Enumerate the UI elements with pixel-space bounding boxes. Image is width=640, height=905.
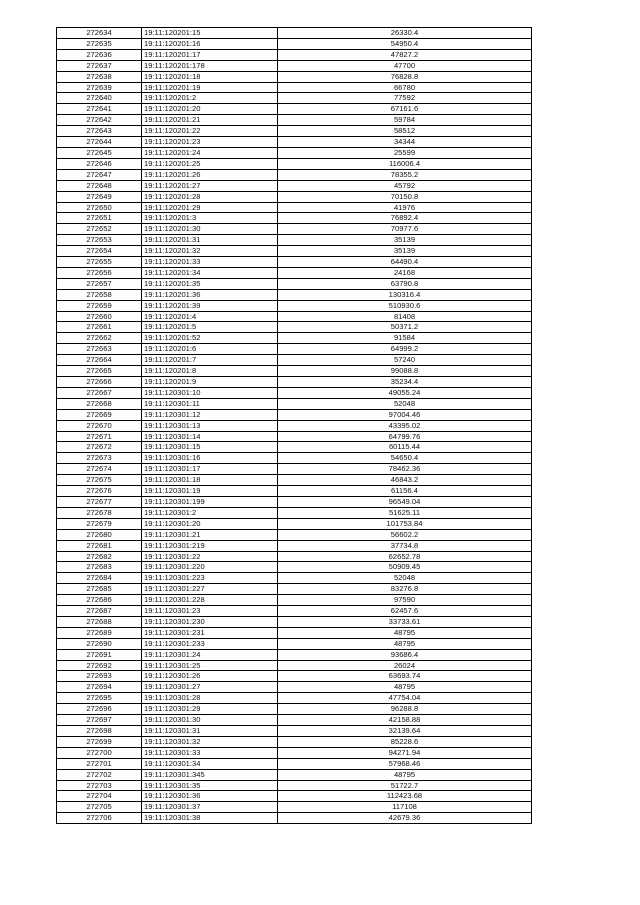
value-cell: 41976 (278, 202, 532, 213)
table-row (57, 496, 532, 507)
table-row (57, 213, 532, 224)
table-row (57, 278, 532, 289)
value-cell: 35234.4 (278, 377, 532, 388)
row-number-cell: 272660 (57, 311, 142, 322)
cadastral-number-cell: 19:11:120301:199 (142, 496, 278, 507)
cadastral-number-cell: 19:11:120201:16 (142, 38, 278, 49)
row-number-cell: 272645 (57, 147, 142, 158)
row-number-cell: 272665 (57, 366, 142, 377)
value-cell: 96288.8 (278, 704, 532, 715)
value-cell: 64490.4 (278, 257, 532, 268)
cadastral-number-cell: 19:11:120301:17 (142, 464, 278, 475)
table-row (57, 573, 532, 584)
row-number-cell: 272647 (57, 169, 142, 180)
cadastral-number-cell: 19:11:120301:33 (142, 747, 278, 758)
value-cell: 70150.8 (278, 191, 532, 202)
row-number-cell: 272639 (57, 82, 142, 93)
value-cell: 57968.46 (278, 758, 532, 769)
table-row (57, 82, 532, 93)
cadastral-number-cell: 19:11:120201:39 (142, 300, 278, 311)
row-number-cell: 272648 (57, 180, 142, 191)
value-cell: 64999.2 (278, 344, 532, 355)
value-cell: 51625.11 (278, 507, 532, 518)
value-cell: 78462.36 (278, 464, 532, 475)
table-row (57, 71, 532, 82)
row-number-cell: 272670 (57, 420, 142, 431)
cadastral-number-cell: 19:11:120301:26 (142, 671, 278, 682)
row-number-cell: 272684 (57, 573, 142, 584)
table-row (57, 235, 532, 246)
table-body (57, 28, 532, 824)
row-number-cell: 272664 (57, 355, 142, 366)
value-cell: 50371.2 (278, 322, 532, 333)
value-cell: 101753.84 (278, 518, 532, 529)
cadastral-number-cell: 19:11:120301:15 (142, 442, 278, 453)
row-number-cell: 272634 (57, 28, 142, 39)
value-cell: 24168 (278, 267, 532, 278)
cadastral-number-cell: 19:11:120301:14 (142, 431, 278, 442)
cadastral-value-table (56, 27, 532, 824)
cadastral-number-cell: 19:11:120301:29 (142, 704, 278, 715)
table-row (57, 802, 532, 813)
table-row (57, 769, 532, 780)
row-number-cell: 272683 (57, 562, 142, 573)
cadastral-number-cell: 19:11:120301:31 (142, 726, 278, 737)
table-row (57, 507, 532, 518)
value-cell: 130316.4 (278, 289, 532, 300)
table-row (57, 671, 532, 682)
value-cell: 85228.6 (278, 736, 532, 747)
value-cell: 116006.4 (278, 158, 532, 169)
value-cell: 43395.02 (278, 420, 532, 431)
value-cell: 99088.8 (278, 366, 532, 377)
value-cell: 78355.2 (278, 169, 532, 180)
table-row (57, 529, 532, 540)
cadastral-number-cell: 19:11:120301:223 (142, 573, 278, 584)
row-number-cell: 272644 (57, 137, 142, 148)
row-number-cell: 272677 (57, 496, 142, 507)
value-cell: 83276.8 (278, 584, 532, 595)
value-cell: 76892.4 (278, 213, 532, 224)
table-row (57, 180, 532, 191)
cadastral-number-cell: 19:11:120301:345 (142, 769, 278, 780)
value-cell: 54650.4 (278, 453, 532, 464)
row-number-cell: 272685 (57, 584, 142, 595)
value-cell: 48795 (278, 682, 532, 693)
row-number-cell: 272690 (57, 638, 142, 649)
table-row (57, 169, 532, 180)
value-cell: 97004.46 (278, 409, 532, 420)
cadastral-number-cell: 19:11:120301:228 (142, 595, 278, 606)
cadastral-number-cell: 19:11:120201:28 (142, 191, 278, 202)
table-row (57, 115, 532, 126)
cadastral-number-cell: 19:11:120201:33 (142, 257, 278, 268)
value-cell: 52048 (278, 573, 532, 584)
value-cell: 32139.64 (278, 726, 532, 737)
row-number-cell: 272703 (57, 780, 142, 791)
row-number-cell: 272706 (57, 813, 142, 824)
cadastral-number-cell: 19:11:120201:22 (142, 126, 278, 137)
value-cell: 96549.04 (278, 496, 532, 507)
value-cell: 63693.74 (278, 671, 532, 682)
row-number-cell: 272698 (57, 726, 142, 737)
value-cell: 35139 (278, 246, 532, 257)
table-row (57, 322, 532, 333)
cadastral-number-cell: 19:11:120301:16 (142, 453, 278, 464)
table-row (57, 453, 532, 464)
value-cell: 52048 (278, 398, 532, 409)
table-row (57, 464, 532, 475)
value-cell: 81408 (278, 311, 532, 322)
table-row (57, 584, 532, 595)
cadastral-number-cell: 19:11:120301:32 (142, 736, 278, 747)
cadastral-number-cell: 19:11:120201:27 (142, 180, 278, 191)
row-number-cell: 272678 (57, 507, 142, 518)
row-number-cell: 272697 (57, 715, 142, 726)
row-number-cell: 272659 (57, 300, 142, 311)
cadastral-number-cell: 19:11:120201:3 (142, 213, 278, 224)
table-row (57, 104, 532, 115)
table-row (57, 333, 532, 344)
cadastral-number-cell: 19:11:120201:23 (142, 137, 278, 148)
value-cell: 48795 (278, 769, 532, 780)
table-row (57, 649, 532, 660)
cadastral-number-cell: 19:11:120201:9 (142, 377, 278, 388)
cadastral-number-cell: 19:11:120301:219 (142, 540, 278, 551)
row-number-cell: 272702 (57, 769, 142, 780)
row-number-cell: 272651 (57, 213, 142, 224)
cadastral-number-cell: 19:11:120201:19 (142, 82, 278, 93)
value-cell: 64799.76 (278, 431, 532, 442)
cadastral-number-cell: 19:11:120201:5 (142, 322, 278, 333)
value-cell: 26330.4 (278, 28, 532, 39)
cadastral-number-cell: 19:11:120201:24 (142, 147, 278, 158)
row-number-cell: 272692 (57, 660, 142, 671)
row-number-cell: 272704 (57, 791, 142, 802)
row-number-cell: 272656 (57, 267, 142, 278)
table-row (57, 595, 532, 606)
row-number-cell: 272701 (57, 758, 142, 769)
row-number-cell: 272681 (57, 540, 142, 551)
cadastral-number-cell: 19:11:120301:35 (142, 780, 278, 791)
cadastral-number-cell: 19:11:120201:178 (142, 60, 278, 71)
table-row (57, 60, 532, 71)
table-row (57, 93, 532, 104)
value-cell: 33733.61 (278, 616, 532, 627)
row-number-cell: 272682 (57, 551, 142, 562)
value-cell: 34344 (278, 137, 532, 148)
cadastral-number-cell: 19:11:120301:38 (142, 813, 278, 824)
cadastral-number-cell: 19:11:120301:227 (142, 584, 278, 595)
table-row (57, 660, 532, 671)
row-number-cell: 272668 (57, 398, 142, 409)
value-cell: 60115.44 (278, 442, 532, 453)
row-number-cell: 272637 (57, 60, 142, 71)
data-table-sheet (56, 27, 531, 824)
value-cell: 49055.24 (278, 387, 532, 398)
cadastral-number-cell: 19:11:120301:220 (142, 562, 278, 573)
table-row (57, 486, 532, 497)
cadastral-number-cell: 19:11:120301:10 (142, 387, 278, 398)
cadastral-number-cell: 19:11:120301:19 (142, 486, 278, 497)
table-row (57, 49, 532, 60)
cadastral-number-cell: 19:11:120201:20 (142, 104, 278, 115)
cadastral-number-cell: 19:11:120201:30 (142, 224, 278, 235)
value-cell: 57240 (278, 355, 532, 366)
cadastral-number-cell: 19:11:120201:32 (142, 246, 278, 257)
table-row (57, 126, 532, 137)
row-number-cell: 272676 (57, 486, 142, 497)
row-number-cell: 272705 (57, 802, 142, 813)
row-number-cell: 272680 (57, 529, 142, 540)
row-number-cell: 272693 (57, 671, 142, 682)
cadastral-number-cell: 19:11:120201:15 (142, 28, 278, 39)
cadastral-number-cell: 19:11:120301:230 (142, 616, 278, 627)
table-row (57, 38, 532, 49)
value-cell: 50909.45 (278, 562, 532, 573)
table-row (57, 780, 532, 791)
row-number-cell: 272674 (57, 464, 142, 475)
cadastral-number-cell: 19:11:120301:28 (142, 693, 278, 704)
row-number-cell: 272663 (57, 344, 142, 355)
row-number-cell: 272689 (57, 627, 142, 638)
table-row (57, 191, 532, 202)
value-cell: 94271.94 (278, 747, 532, 758)
table-row (57, 289, 532, 300)
table-row (57, 475, 532, 486)
row-number-cell: 272646 (57, 158, 142, 169)
row-number-cell: 272694 (57, 682, 142, 693)
row-number-cell: 272649 (57, 191, 142, 202)
cadastral-number-cell: 19:11:120301:24 (142, 649, 278, 660)
cadastral-number-cell: 19:11:120301:18 (142, 475, 278, 486)
table-row (57, 300, 532, 311)
row-number-cell: 272667 (57, 387, 142, 398)
row-number-cell: 272642 (57, 115, 142, 126)
value-cell: 63790.8 (278, 278, 532, 289)
table-row (57, 158, 532, 169)
value-cell: 91584 (278, 333, 532, 344)
cadastral-number-cell: 19:11:120201:34 (142, 267, 278, 278)
table-row (57, 147, 532, 158)
cadastral-number-cell: 19:11:120201:31 (142, 235, 278, 246)
table-row (57, 627, 532, 638)
cadastral-number-cell: 19:11:120301:12 (142, 409, 278, 420)
row-number-cell: 272688 (57, 616, 142, 627)
value-cell: 37734.8 (278, 540, 532, 551)
cadastral-number-cell: 19:11:120201:21 (142, 115, 278, 126)
value-cell: 47827.2 (278, 49, 532, 60)
row-number-cell: 272658 (57, 289, 142, 300)
value-cell: 70977.6 (278, 224, 532, 235)
value-cell: 46843.2 (278, 475, 532, 486)
cadastral-number-cell: 19:11:120201:26 (142, 169, 278, 180)
cadastral-number-cell: 19:11:120301:13 (142, 420, 278, 431)
value-cell: 25599 (278, 147, 532, 158)
value-cell: 61156.4 (278, 486, 532, 497)
table-row (57, 758, 532, 769)
cadastral-number-cell: 19:11:120301:11 (142, 398, 278, 409)
cadastral-number-cell: 19:11:120301:23 (142, 606, 278, 617)
table-row (57, 791, 532, 802)
row-number-cell: 272654 (57, 246, 142, 257)
cadastral-number-cell: 19:11:120301:22 (142, 551, 278, 562)
row-number-cell: 272643 (57, 126, 142, 137)
value-cell: 26024 (278, 660, 532, 671)
cadastral-number-cell: 19:11:120301:34 (142, 758, 278, 769)
value-cell: 54950.4 (278, 38, 532, 49)
table-row (57, 813, 532, 824)
row-number-cell: 272655 (57, 257, 142, 268)
value-cell: 510930.6 (278, 300, 532, 311)
cadastral-number-cell: 19:11:120201:6 (142, 344, 278, 355)
row-number-cell: 272650 (57, 202, 142, 213)
table-row (57, 420, 532, 431)
row-number-cell: 272695 (57, 693, 142, 704)
row-number-cell: 272673 (57, 453, 142, 464)
row-number-cell: 272666 (57, 377, 142, 388)
cadastral-number-cell: 19:11:120201:18 (142, 71, 278, 82)
table-row (57, 442, 532, 453)
row-number-cell: 272653 (57, 235, 142, 246)
cadastral-number-cell: 19:11:120301:25 (142, 660, 278, 671)
cadastral-number-cell: 19:11:120201:52 (142, 333, 278, 344)
row-number-cell: 272700 (57, 747, 142, 758)
table-row (57, 715, 532, 726)
row-number-cell: 272662 (57, 333, 142, 344)
row-number-cell: 272686 (57, 595, 142, 606)
value-cell: 62457.6 (278, 606, 532, 617)
cadastral-number-cell: 19:11:120201:8 (142, 366, 278, 377)
row-number-cell: 272661 (57, 322, 142, 333)
value-cell: 45792 (278, 180, 532, 191)
table-row (57, 693, 532, 704)
table-row (57, 616, 532, 627)
value-cell: 62652.78 (278, 551, 532, 562)
table-row (57, 638, 532, 649)
row-number-cell: 272679 (57, 518, 142, 529)
cadastral-number-cell: 19:11:120301:233 (142, 638, 278, 649)
cadastral-number-cell: 19:11:120301:231 (142, 627, 278, 638)
value-cell: 35139 (278, 235, 532, 246)
table-row (57, 682, 532, 693)
value-cell: 56602.2 (278, 529, 532, 540)
value-cell: 51722.7 (278, 780, 532, 791)
table-row (57, 202, 532, 213)
row-number-cell: 272696 (57, 704, 142, 715)
row-number-cell: 272636 (57, 49, 142, 60)
table-row (57, 540, 532, 551)
row-number-cell: 272657 (57, 278, 142, 289)
value-cell: 76828.8 (278, 71, 532, 82)
table-row (57, 311, 532, 322)
cadastral-number-cell: 19:11:120201:35 (142, 278, 278, 289)
table-row (57, 257, 532, 268)
value-cell: 117108 (278, 802, 532, 813)
row-number-cell: 272691 (57, 649, 142, 660)
cadastral-number-cell: 19:11:120301:20 (142, 518, 278, 529)
table-row (57, 736, 532, 747)
row-number-cell: 272672 (57, 442, 142, 453)
cadastral-number-cell: 19:11:120301:2 (142, 507, 278, 518)
row-number-cell: 272635 (57, 38, 142, 49)
row-number-cell: 272699 (57, 736, 142, 747)
row-number-cell: 272652 (57, 224, 142, 235)
table-row (57, 246, 532, 257)
table-row (57, 137, 532, 148)
value-cell: 48795 (278, 638, 532, 649)
table-row (57, 726, 532, 737)
value-cell: 93686.4 (278, 649, 532, 660)
table-row (57, 344, 532, 355)
row-number-cell: 272687 (57, 606, 142, 617)
table-row (57, 387, 532, 398)
value-cell: 47754.04 (278, 693, 532, 704)
cadastral-number-cell: 19:11:120201:36 (142, 289, 278, 300)
value-cell: 77592 (278, 93, 532, 104)
value-cell: 42158.88 (278, 715, 532, 726)
value-cell: 42679.36 (278, 813, 532, 824)
table-row (57, 747, 532, 758)
table-row (57, 366, 532, 377)
table-row (57, 606, 532, 617)
table-row (57, 562, 532, 573)
row-number-cell: 272641 (57, 104, 142, 115)
cadastral-number-cell: 19:11:120301:27 (142, 682, 278, 693)
cadastral-number-cell: 19:11:120201:17 (142, 49, 278, 60)
value-cell: 48795 (278, 627, 532, 638)
row-number-cell: 272675 (57, 475, 142, 486)
table-row (57, 377, 532, 388)
value-cell: 47700 (278, 60, 532, 71)
value-cell: 67161.6 (278, 104, 532, 115)
cadastral-number-cell: 19:11:120301:21 (142, 529, 278, 540)
row-number-cell: 272640 (57, 93, 142, 104)
row-number-cell: 272671 (57, 431, 142, 442)
cadastral-number-cell: 19:11:120301:37 (142, 802, 278, 813)
table-row (57, 551, 532, 562)
table-row (57, 267, 532, 278)
cadastral-number-cell: 19:11:120201:7 (142, 355, 278, 366)
table-row (57, 28, 532, 39)
cadastral-number-cell: 19:11:120201:29 (142, 202, 278, 213)
value-cell: 59784 (278, 115, 532, 126)
table-row (57, 224, 532, 235)
table-row (57, 518, 532, 529)
cadastral-number-cell: 19:11:120301:36 (142, 791, 278, 802)
table-row (57, 409, 532, 420)
cadastral-number-cell: 19:11:120201:2 (142, 93, 278, 104)
cadastral-number-cell: 19:11:120201:25 (142, 158, 278, 169)
row-number-cell: 272669 (57, 409, 142, 420)
row-number-cell: 272638 (57, 71, 142, 82)
value-cell: 97590 (278, 595, 532, 606)
value-cell: 66780 (278, 82, 532, 93)
table-row (57, 398, 532, 409)
cadastral-number-cell: 19:11:120301:30 (142, 715, 278, 726)
value-cell: 58512 (278, 126, 532, 137)
table-row (57, 431, 532, 442)
table-row (57, 355, 532, 366)
value-cell: 112423.68 (278, 791, 532, 802)
cadastral-number-cell: 19:11:120201:4 (142, 311, 278, 322)
table-row (57, 704, 532, 715)
